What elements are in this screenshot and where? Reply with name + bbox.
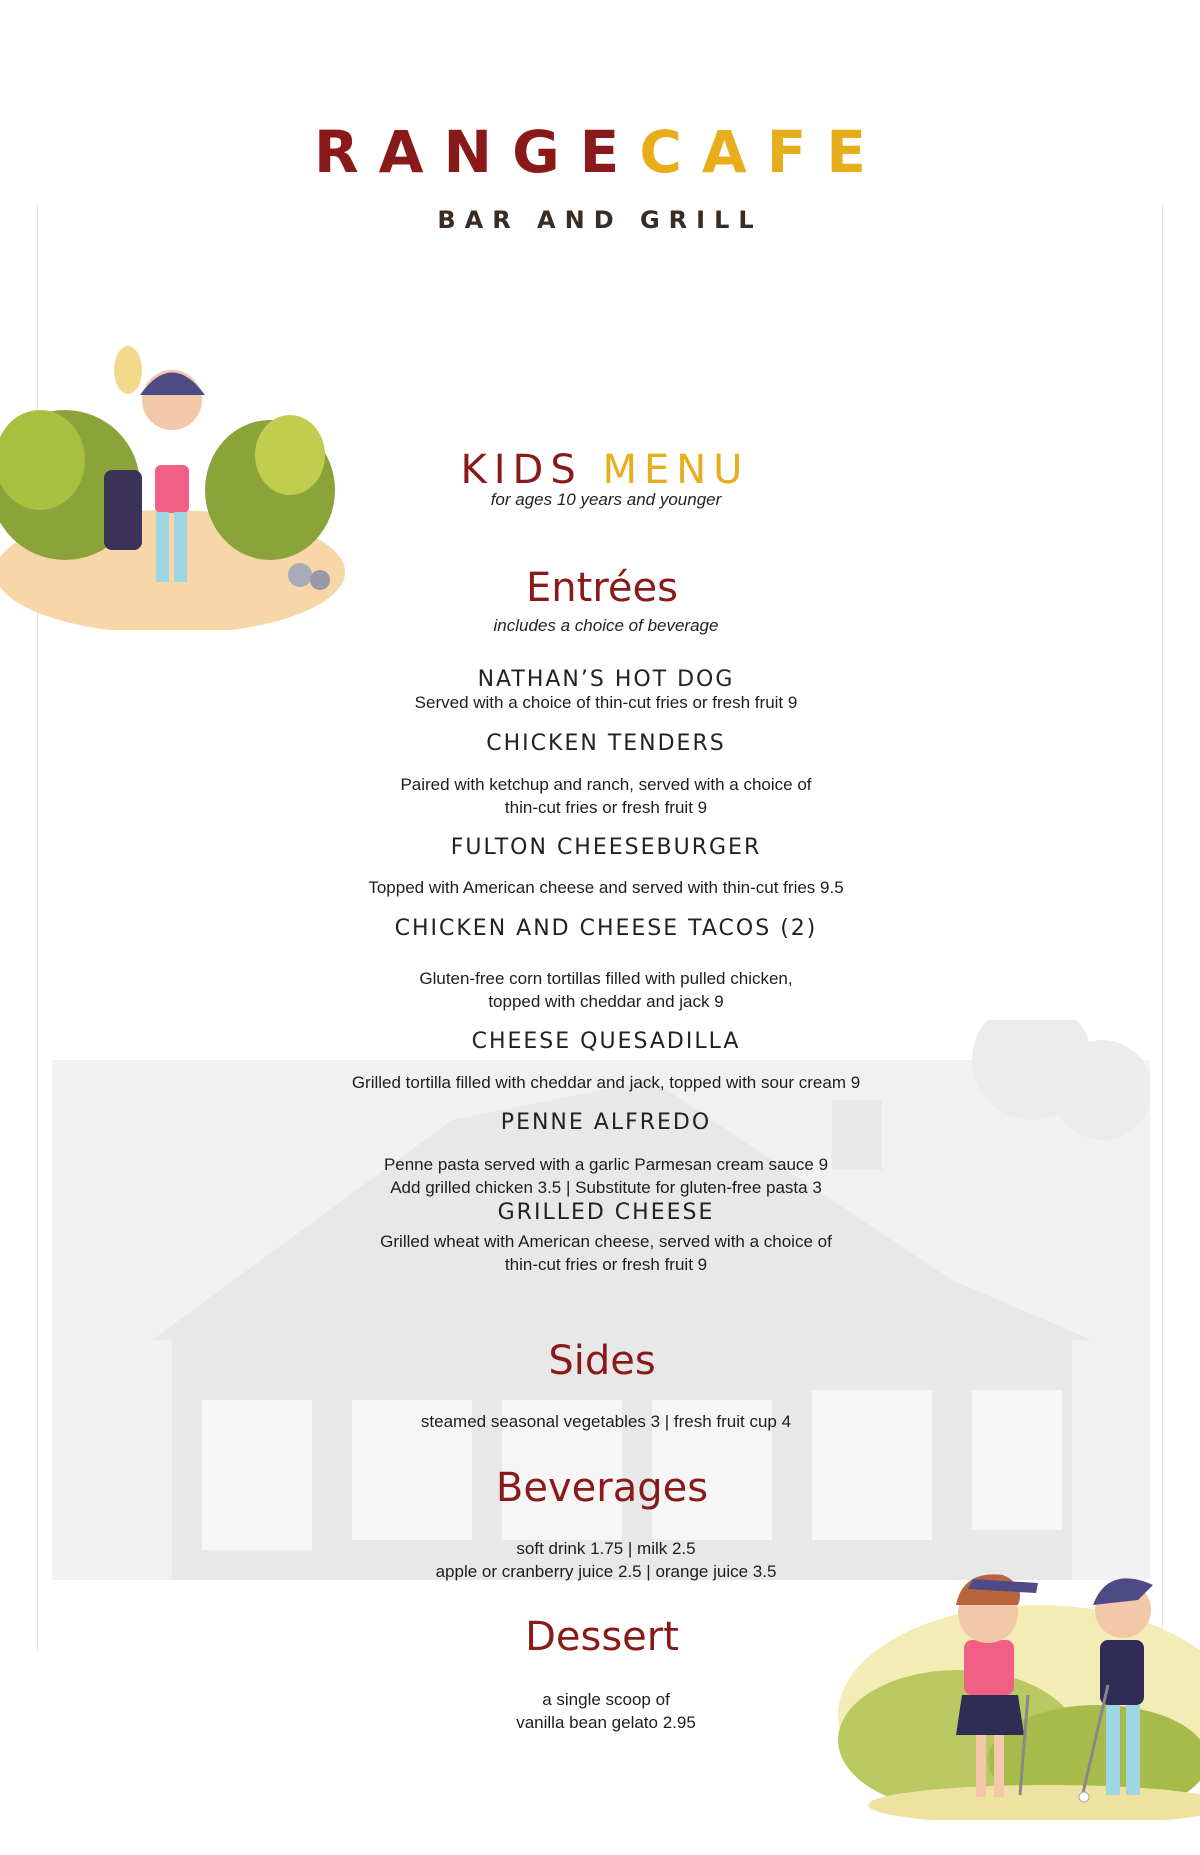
kids-menu-title-kids: KIDS (460, 447, 583, 493)
menu-item-desc: Gluten-free corn tortillas filled with pulled chicken, topped with cheddar and jack 9 (419, 969, 793, 1011)
menu-item-desc: Penne pasta served with a garlic Parmesan cream sauce 9 Add grilled chicken 3.5 | Substitute for gluten-free pasta 3 (383, 1155, 829, 1197)
kids-menu-title-menu: MENU (602, 447, 750, 493)
entrees-note: includes a choice of beverage (493, 616, 719, 635)
brand-word-cafe: CAFE (639, 118, 887, 186)
menu-item-name: NATHAN’S HOT DOG (477, 667, 735, 692)
menu-item-name: CHICKEN TENDERS (486, 731, 726, 756)
beverages-heading: Beverages (495, 1465, 709, 1511)
menu-item-desc: Topped with American cheese and served with thin-cut fries 9.5 (368, 878, 844, 897)
menu-item-name: FULTON CHEESEBURGER (450, 835, 762, 860)
menu-item-desc: Grilled wheat with American cheese, served with a choice of thin-cut fries or fresh fruit 9 (380, 1232, 832, 1274)
menu-item-desc: Served with a choice of thin-cut fries or fresh fruit 9 (414, 693, 798, 712)
menu-item-desc: Paired with ketchup and ranch, served with a choice of thin-cut fries or fresh fruit 9 (400, 775, 812, 817)
sides-heading: Sides (548, 1338, 656, 1384)
brand-tagline: BAR AND GRILL (437, 206, 763, 234)
dessert-heading: Dessert (525, 1614, 679, 1660)
sides-line: steamed seasonal vegetables 3 | fresh fruit cup 4 (420, 1412, 792, 1431)
beverages-lines: soft drink 1.75 | milk 2.5 apple or cranberry juice 2.5 | orange juice 3.5 (435, 1539, 777, 1581)
brand-word-range: RANGE (313, 118, 640, 186)
entrees-heading: Entrées (526, 565, 678, 611)
menu-item-name: CHICKEN AND CHEESE TACOS (2) (394, 916, 818, 941)
menu-item-name: CHEESE QUESADILLA (471, 1029, 741, 1054)
menu-item-name: GRILLED CHEESE (497, 1200, 715, 1225)
kids-menu-subtitle: for ages 10 years and younger (490, 490, 722, 509)
dessert-lines: a single scoop of vanilla bean gelato 2.95 (516, 1690, 696, 1732)
brand-logo (0, 118, 1200, 186)
menu-item-desc: Grilled tortilla filled with cheddar and jack, topped with sour cream 9 (351, 1073, 861, 1092)
kids-menu-title (0, 447, 1200, 493)
kids-golfing-illustration (838, 1545, 1200, 1820)
menu-item-name: PENNE ALFREDO (500, 1110, 712, 1135)
